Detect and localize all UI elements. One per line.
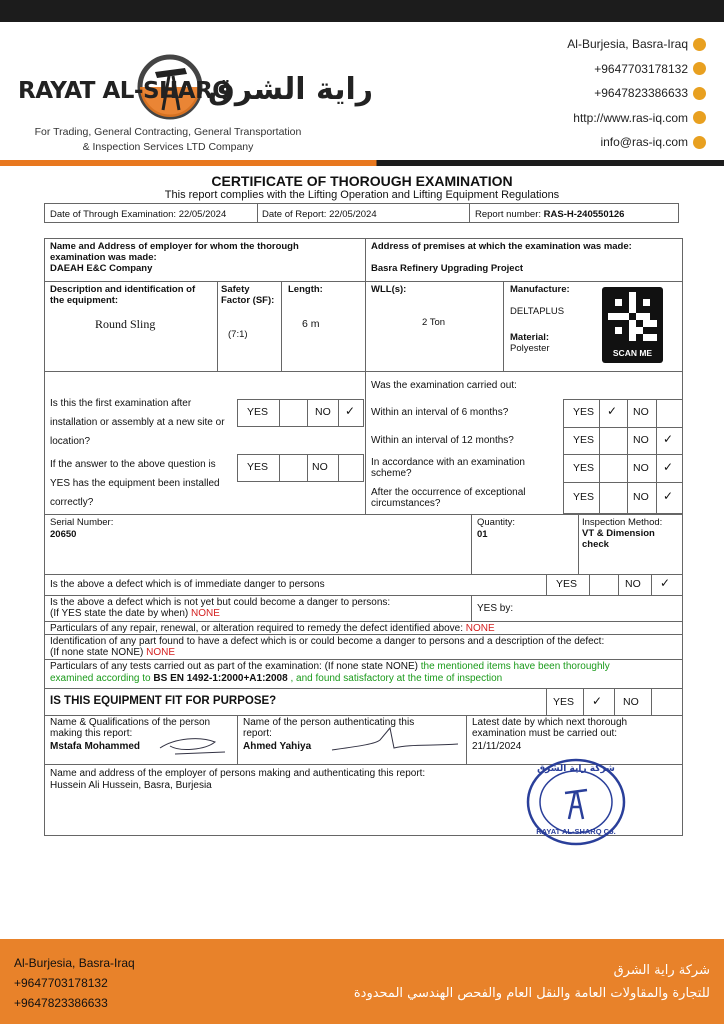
employer-label: Name and Address of employer for whom the thorough examination was made:	[50, 241, 299, 263]
serial-label: Serial Number:	[50, 517, 114, 528]
stamp-bottom-text: RAYAT AL-SHARQ Co.	[536, 827, 616, 836]
maker-name: Mstafa Mohammed	[50, 741, 141, 752]
interval-6-label: Within an interval of 6 months?	[371, 407, 509, 418]
immediate-no[interactable]: NO	[625, 578, 641, 590]
maker-signature-icon	[155, 730, 230, 760]
q1-no[interactable]: NO	[315, 406, 331, 418]
next-exam-date: 21/11/2024	[472, 741, 522, 752]
immediate-danger-label: Is the above a defect which is of immediate danger to persons	[50, 579, 325, 590]
report-date: Date of Report: 22/05/2024	[262, 209, 377, 220]
q2-no[interactable]: NO	[312, 461, 328, 473]
safety-factor-value: (7:1)	[228, 329, 248, 340]
q1-no-check-icon[interactable]: ✓	[345, 404, 356, 418]
premises-value: Basra Refinery Upgrading Project	[371, 263, 524, 274]
footer-contacts: Al-Burjesia, Basra-Iraq +9647703178132 +9647823386633	[14, 956, 135, 1010]
i12-no[interactable]: NO	[633, 434, 649, 446]
immediate-no-check-icon[interactable]: ✓	[660, 576, 671, 590]
carried-out-label: Was the examination carried out:	[371, 380, 517, 391]
fit-no[interactable]: NO	[623, 696, 639, 708]
letterhead	[0, 22, 724, 162]
phone-icon	[693, 62, 706, 75]
contact-email: info@ras-iq.com	[567, 130, 706, 155]
tests-label: Particulars of any tests carried out as part of the examination: (If none state NONE) the mentioned items have been thoroughly	[50, 661, 610, 672]
footer	[0, 939, 724, 1024]
fit-yes-check-icon[interactable]: ✓	[592, 694, 603, 708]
future-danger-label: Is the above a defect which is not yet but could become a danger to persons:	[50, 597, 391, 608]
yes-by-label: YES by:	[477, 603, 514, 614]
maker-label: Name & Qualifications of the person making this report:	[50, 717, 211, 739]
length-value: 6 m	[302, 318, 320, 330]
first-exam-question: Is this the first examination after installation or assembly at a new site or location?	[50, 398, 225, 447]
authenticator-label: Name of the person authenticating this report:	[243, 717, 415, 739]
except-no[interactable]: NO	[633, 491, 649, 503]
i12-no-check-icon[interactable]: ✓	[663, 432, 674, 446]
except-yes[interactable]: YES	[573, 491, 595, 503]
fit-yes[interactable]: YES	[553, 696, 575, 708]
logo-text-en: RAYAT AL-SHARQ	[18, 78, 232, 104]
exam-date: Date of Through Examination: 22/05/2024	[50, 209, 227, 220]
next-exam-label: Latest date by which next thorough examination must be carried out:	[472, 717, 628, 739]
scheme-yes[interactable]: YES	[573, 462, 595, 474]
authenticator-name: Ahmed Yahiya	[243, 741, 312, 752]
safety-factor-label: Safety Factor (SF):	[221, 284, 275, 306]
repair-label: Particulars of any repair, renewal, or alteration required to remedy the defect identified above: NONE	[50, 623, 495, 634]
certificate-subtitle: This report complies with the Lifting Operation and Lifting Equipment Regulations	[164, 189, 560, 201]
mail-icon	[693, 136, 706, 149]
contact-phone-1: +9647703178132	[567, 57, 706, 82]
mobile-icon	[693, 87, 706, 100]
scheme-label: In accordance with an examination scheme?	[371, 457, 525, 479]
company-stamp	[525, 757, 627, 847]
q2-yes[interactable]: YES	[247, 461, 269, 473]
interval-12-label: Within an interval of 12 months?	[371, 435, 514, 446]
i6-yes[interactable]: YES	[573, 406, 595, 418]
contact-list	[567, 32, 706, 155]
logo-text-ar: راية الشرق	[208, 72, 374, 107]
material-value: Polyester	[510, 343, 550, 354]
material-label: Material:	[510, 332, 550, 343]
exceptional-label: After the occurrence of exceptional circumstances?	[371, 487, 526, 509]
except-no-check-icon[interactable]: ✓	[663, 489, 674, 503]
report-number: Report number: RAS-H-240550126	[475, 209, 625, 220]
wll-value: 2 Ton	[422, 317, 446, 328]
fit-for-purpose-label: IS THIS EQUIPMENT FIT FOR PURPOSE?	[50, 695, 277, 707]
wll-label: WLL(s):	[371, 284, 407, 295]
employer-value: DAEAH E&C Company	[50, 263, 153, 274]
q1-yes[interactable]: YES	[247, 406, 269, 418]
stamp-top-text: شركة راية الشرق	[537, 764, 615, 774]
length-label: Length:	[288, 284, 323, 295]
employer-persons-label: Name and address of the employer of persons making and authenticating this report:	[50, 768, 426, 779]
immediate-yes[interactable]: YES	[556, 578, 578, 590]
footer-arabic-name: شركة راية الشرق للتجارة والمقاولات العامة والنقل العام والفحص الهندسي المحدودة	[353, 963, 710, 1001]
scan-me-label: SCAN ME	[612, 348, 653, 358]
company-tagline: For Trading, General Contracting, General Transportation & Inspection Services LTD Company	[34, 126, 302, 153]
scheme-no[interactable]: NO	[633, 462, 649, 474]
contact-phone-2: +9647823386633	[567, 81, 706, 106]
manufacture-value: DELTAPLUS	[510, 306, 565, 317]
serial-value: 20650	[50, 529, 77, 540]
defect-identification-note: (If none state NONE) NONE	[50, 647, 176, 658]
description-label: Description and identification of the equipment:	[50, 284, 196, 306]
qr-code[interactable]	[602, 287, 663, 363]
installed-correctly-question: If the answer to the above question is YES has the equipment been installed correctly?	[50, 459, 220, 508]
employer-persons-value: Hussein Ali Hussein, Basra, Burjesia	[50, 780, 212, 791]
certificate-title: CERTIFICATE OF THOROUGH EXAMINATION	[211, 173, 513, 189]
description-value: Round Sling	[95, 317, 156, 331]
globe-icon	[693, 111, 706, 124]
manufacture-label: Manufacture:	[510, 284, 570, 295]
method-value: VT & Dimension check	[582, 528, 655, 550]
header-divider	[0, 160, 724, 166]
i6-yes-check-icon[interactable]: ✓	[607, 404, 618, 418]
quantity-value: 01	[477, 529, 488, 540]
contact-website: http://www.ras-iq.com	[567, 106, 706, 131]
qr-code-icon	[608, 292, 657, 341]
premises-label: Address of premises at which the examination was made:	[371, 241, 632, 252]
i6-no[interactable]: NO	[633, 406, 649, 418]
tests-standard: examined according to BS EN 1492-1:2000+A1:2008 , and found satisfactory at the time of inspection	[50, 673, 503, 684]
quantity-label: Quantity:	[477, 517, 516, 528]
defect-identification-label: Identification of any part found to have a defect which is or could become a danger to persons and a description of the defect:	[50, 636, 605, 647]
contact-address: Al-Burjesia, Basra-Iraq	[567, 32, 706, 57]
i12-yes[interactable]: YES	[573, 434, 595, 446]
top-bar	[0, 0, 724, 22]
scheme-no-check-icon[interactable]: ✓	[663, 460, 674, 474]
method-label: Inspection Method:	[582, 517, 663, 528]
future-danger-note: (If YES state the date by when) NONE	[50, 608, 220, 619]
authenticator-signature-icon	[330, 726, 460, 756]
location-pin-icon	[693, 38, 706, 51]
